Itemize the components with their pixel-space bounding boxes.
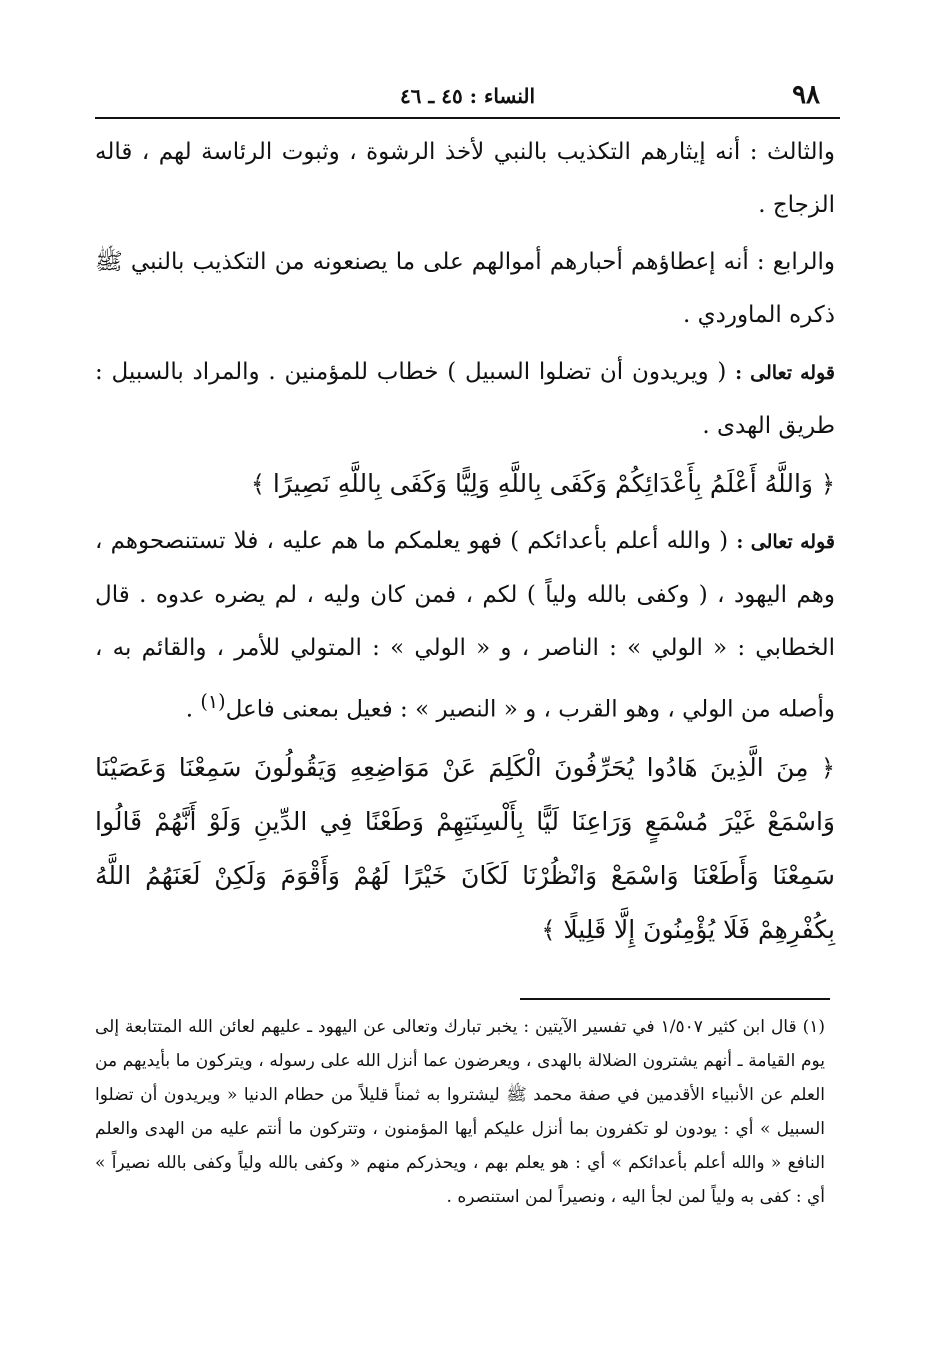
paragraph-third-opinion: والثالث : أنه إيثارهم التكذيب بالنبي لأخذ الرشوة ، وثبوت الرئاسة لهم ، قاله الزجاج . [95, 139, 835, 218]
commentary-text: ( والله أعلم بأعدائكم ) فهو يعلمكم ما هم عليه ، فلا تستنصحوهم ، وهم اليهود ، ( وكفى بالله ولياً ) لكم ، فمن كان وليه ، لم يضره عدوه . قال الخطابي : « الولي » : الناصر ، و « الولي » : المتولي للأمر ، والقائم به ، وأصله من الولي ، وهو القرب ، و « النصير » : فعيل بمعنى فاعل [95, 528, 835, 723]
footnote-text: قال ابن كثير ١/٥٠٧ في تفسير الآيتين : يخبر تبارك وتعالى عن اليهود ـ عليهم لعائن الله المتتابعة إلى يوم القيامة ـ أنهم يشترون الضلالة بالهدى ، ويعرضون عما أنزل الله على رسوله ، ويتركون ما بأيديهم من العلم عن الأنبياء الأقدمين في صفة محمد ﷺ ليشتروا به ثمناً قليلاً من حطام الدنيا « ويريدون أن تضلوا السبيل » أي : يودون لو تكفرون بما أنزل عليكم أيها المؤمنون ، وتتركون ما أنتم عليه من الهدى والعلم النافع « والله أعلم بأعدائكم » أي : هو يعلم بهم ، ويحذركم منهم « وكفى بالله ولياً وكفى بالله نصيراً » أي : كفى به ولياً لمن لجأ اليه ، ونصيراً لمن استنصره . [95, 1017, 825, 1207]
footnote-1 [95, 1010, 825, 1214]
footnote-rule [520, 998, 830, 1000]
quran-verse-45 [95, 457, 835, 511]
commentary-text: ( ويريدون أن تضلوا السبيل ) خطاب للمؤمنين . والمراد بالسبيل : طريق الهدى . [95, 359, 835, 439]
footnote-marker: (١) [802, 1017, 826, 1037]
verse-open-bracket: ﴿ [820, 753, 836, 782]
verse-text: وَاللَّهُ أَعْلَمُ بِأَعْدَائِكُمْ وَكَفَى بِاللَّهِ وَلِيًّا وَكَفَى بِاللَّهِ نَصِيرًا [272, 469, 813, 498]
commentary-end: . [185, 696, 201, 723]
running-head: النساء : ٤٥ ـ ٤٦ [399, 84, 536, 108]
footnote-reference: (١) [200, 690, 226, 713]
lead-phrase: قوله تعالى : [736, 531, 835, 553]
verse-open-bracket: ﴿ [820, 470, 835, 498]
page-header [95, 80, 840, 114]
lead-phrase: قوله تعالى : [735, 362, 835, 384]
header-rule [95, 117, 840, 119]
paragraph-commentary-2 [95, 515, 835, 737]
verse-text: مِنَ الَّذِينَ هَادُوا يُحَرِّفُونَ الْكَلِمَ عَنْ مَوَاضِعِهِ وَيَقُولُونَ سَمِعْنَا وَعَصَيْنَا وَاسْمَعْ غَيْرَ مُسْمَعٍ وَرَاعِنَا لَيًّا بِأَلْسِنَتِهِمْ وَطَعْنًا فِي الدِّينِ وَلَوْ أَنَّهُمْ قَالُوا سَمِعْنَا وَأَطَعْنَا وَاسْمَعْ وَانْظُرْنَا لَكَانَ خَيْرًا لَهُمْ وَأَقْوَمَ وَلَكِنْ لَعَنَهُمُ اللَّهُ بِكُفْرِهِمْ فَلَا يُؤْمِنُونَ إِلَّا قَلِيلًا [95, 752, 835, 944]
paragraph-commentary-1 [95, 346, 835, 453]
paragraph-fourth-opinion: والرابع : أنه إعطاؤهم أحبارهم أموالهم على ما يصنعونه من التكذيب بالنبي ﷺ ذكره الماوردي . [95, 249, 835, 328]
verse-close-bracket: ﴾ [250, 470, 265, 498]
footnotes [95, 1010, 825, 1214]
verse-close-bracket: ﴾ [541, 915, 556, 944]
main-text [95, 126, 835, 961]
page-number: ٩٨ [792, 80, 820, 110]
quran-verse-46 [95, 741, 835, 957]
